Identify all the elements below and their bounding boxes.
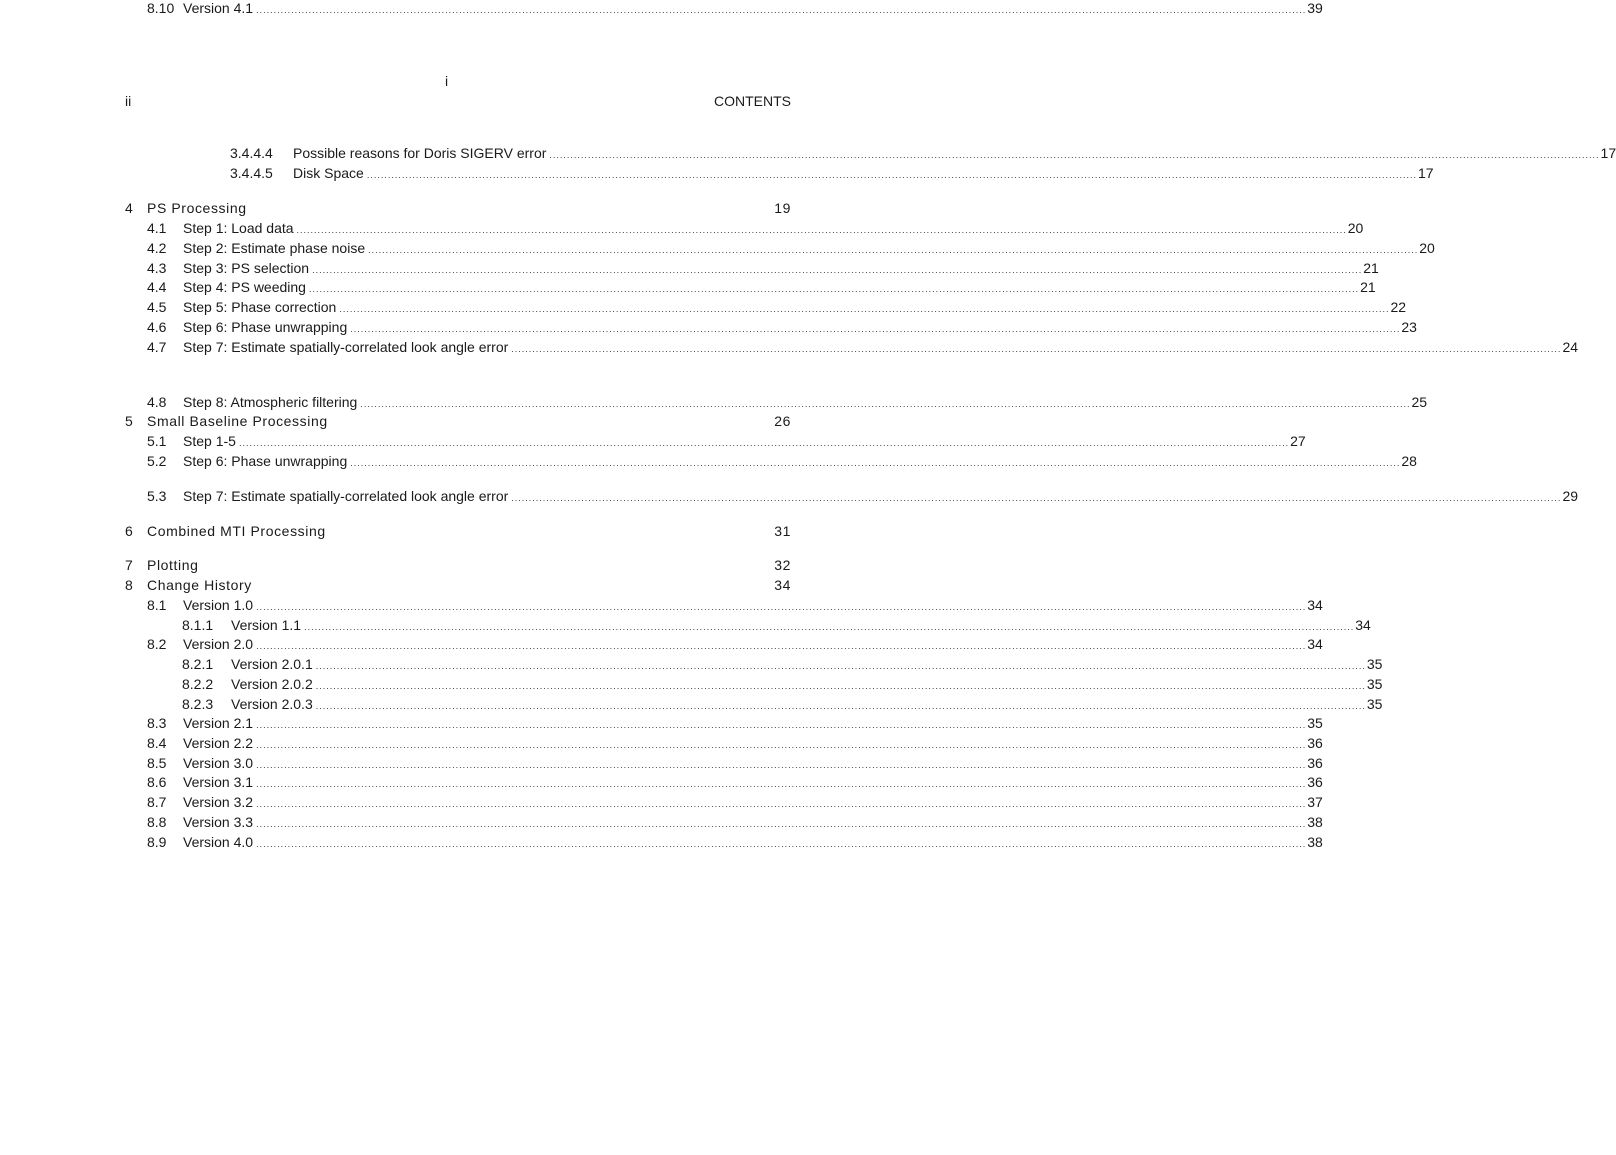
toc-entry[interactable] xyxy=(125,453,1417,473)
toc-entry-number: 8 xyxy=(125,577,134,593)
page-number-top: i xyxy=(444,73,449,89)
toc-leader-dots: ............................................................................................................................................................................................................................................................................................................ xyxy=(256,5,1307,15)
toc-entry-page: 35 xyxy=(1307,715,1323,731)
toc-entry-title: Step 2: Estimate phase noise xyxy=(183,240,366,256)
toc-entry-page: 17 xyxy=(1417,165,1434,181)
toc-entry-number: 8.6 xyxy=(147,774,167,790)
toc-entry-title: Version 3.2 xyxy=(183,794,254,810)
toc-entry-page: 34 xyxy=(774,577,791,593)
toc-entry[interactable] xyxy=(125,394,1428,414)
toc-entry-page: 19 xyxy=(774,200,791,216)
toc-entry-number: 8.1 xyxy=(147,597,167,613)
toc-entry-page: 38 xyxy=(1307,834,1323,850)
toc-entry-number: 8.2 xyxy=(147,636,167,652)
toc-leader-dots: ............................................................................................................................................................................................................................................................................................................ xyxy=(256,641,1307,651)
toc-entry[interactable] xyxy=(125,656,1383,676)
toc-leader-dots: ............................................................................................................................................................................................................................................................................................................ xyxy=(296,225,1347,235)
toc-entry-page: 35 xyxy=(1366,676,1383,692)
toc-entry-page: 35 xyxy=(1366,656,1383,672)
toc-entry-title: Step 8: Atmospheric filtering xyxy=(183,394,358,410)
toc-entry-number: 8.2.3 xyxy=(182,696,214,712)
toc-entry-number: 4.6 xyxy=(147,319,167,335)
toc-entry-title: Version 4.0 xyxy=(183,834,254,850)
toc-entry[interactable] xyxy=(125,676,1383,696)
toc-entry-title: Step 5: Phase correction xyxy=(183,299,337,315)
toc-entry-title: Disk Space xyxy=(293,165,364,181)
toc-entry-number: 3.4.4.5 xyxy=(230,165,273,181)
toc-entry[interactable] xyxy=(125,220,1364,240)
toc-entry-title: Step 7: Estimate spatially-correlated look angle error xyxy=(183,488,509,504)
toc-chapter-entry[interactable] xyxy=(125,557,791,577)
toc-leader-dots: ............................................................................................................................................................................................................................................................................................................ xyxy=(360,399,1411,409)
toc-entry-page: 37 xyxy=(1307,794,1323,810)
toc-entry-title: Step 1: Load data xyxy=(183,220,294,236)
toc-entry-number: 8.2.2 xyxy=(182,676,214,692)
toc-entry[interactable] xyxy=(125,165,1434,185)
toc-entry-page: 25 xyxy=(1411,394,1428,410)
toc-entry-number: 4.5 xyxy=(147,299,167,315)
toc-entry-page: 23 xyxy=(1401,319,1417,335)
running-header-page-number: ii xyxy=(125,93,132,109)
toc-leader-dots: ............................................................................................................................................................................................................................................................................................................ xyxy=(511,493,1562,503)
toc-entry-number: 4.3 xyxy=(147,260,167,276)
toc-entry-page: 20 xyxy=(1347,220,1364,236)
toc-leader-dots: ............................................................................................................................................................................................................................................................................................................ xyxy=(368,245,1419,255)
toc-entry[interactable] xyxy=(125,715,1323,735)
toc-entry-number: 7 xyxy=(125,557,134,573)
toc-entry[interactable] xyxy=(125,696,1383,716)
toc-entry-number: 4.2 xyxy=(147,240,167,256)
toc-entry-page: 36 xyxy=(1307,755,1323,771)
toc-entry-number: 8.1.1 xyxy=(182,617,214,633)
toc-entry-number: 8.9 xyxy=(147,834,167,850)
toc-entry-page: 24 xyxy=(1562,339,1579,355)
toc-leader-dots: ............................................................................................................................................................................................................................................................................................................ xyxy=(549,150,1600,160)
toc-leader-dots: ............................................................................................................................................................................................................................................................................................................ xyxy=(256,760,1307,770)
toc-entry[interactable] xyxy=(125,279,1376,299)
toc-entry[interactable] xyxy=(125,814,1323,834)
toc-entry-title: Step 4: PS weeding xyxy=(183,279,306,295)
toc-entry-title: Small Baseline Processing xyxy=(147,413,328,429)
toc-entry[interactable] xyxy=(125,433,1306,453)
toc-entry-page: 36 xyxy=(1307,774,1323,790)
toc-leader-dots: ............................................................................................................................................................................................................................................................................................................ xyxy=(256,819,1307,829)
toc-entry-title: Possible reasons for Doris SIGERV error xyxy=(293,145,547,161)
toc-entry-title: Step 1-5 xyxy=(183,433,236,449)
toc-leader-dots: ............................................................................................................................................................................................................................................................................................................ xyxy=(256,720,1307,730)
toc-chapter-entry[interactable] xyxy=(125,200,791,220)
toc-entry[interactable] xyxy=(125,735,1323,755)
toc-entry-number: 5.1 xyxy=(147,433,167,449)
toc-entry[interactable] xyxy=(125,488,1579,508)
toc-entry-number: 6 xyxy=(125,523,134,539)
toc-leader-dots: ............................................................................................................................................................................................................................................................................................................ xyxy=(339,304,1390,314)
toc-entry[interactable] xyxy=(125,0,1323,20)
toc-entry-page: 39 xyxy=(1307,0,1323,16)
toc-entry-title: Version 1.0 xyxy=(183,597,254,613)
toc-leader-dots: ............................................................................................................................................................................................................................................................................................................ xyxy=(256,779,1307,789)
toc-entry-title: PS Processing xyxy=(147,200,247,216)
toc-entry-title: Step 6: Phase unwrapping xyxy=(183,319,348,335)
toc-entry-title: Version 3.3 xyxy=(183,814,254,830)
toc-entry[interactable] xyxy=(125,319,1417,339)
toc-entry-title: Plotting xyxy=(147,557,199,573)
toc-entry-number: 8.10 xyxy=(147,0,175,16)
toc-entry[interactable] xyxy=(125,240,1435,260)
toc-leader-dots: ............................................................................................................................................................................................................................................................................................................ xyxy=(350,458,1401,468)
toc-entry[interactable] xyxy=(125,636,1323,656)
toc-entry-page: 34 xyxy=(1355,617,1371,633)
toc-entry[interactable] xyxy=(125,774,1323,794)
toc-entry-title: Version 4.1 xyxy=(183,0,254,16)
toc-entry[interactable] xyxy=(125,617,1371,637)
toc-entry-number: 8.8 xyxy=(147,814,167,830)
toc-leader-dots: ............................................................................................................................................................................................................................................................................................................ xyxy=(256,799,1307,809)
toc-entry-title: Step 7: Estimate spatially-correlated look angle error xyxy=(183,339,509,355)
toc-leader-dots: ............................................................................................................................................................................................................................................................................................................ xyxy=(304,622,1355,632)
toc-entry-number: 4 xyxy=(125,200,134,216)
toc-entry-number: 8.7 xyxy=(147,794,167,810)
toc-entry-page: 34 xyxy=(1307,597,1323,613)
toc-leader-dots: ............................................................................................................................................................................................................................................................................................................ xyxy=(256,740,1307,750)
toc-entry-number: 4.1 xyxy=(147,220,167,236)
toc-entry-number: 8.2.1 xyxy=(182,656,214,672)
toc-entry-number: 5.2 xyxy=(147,453,167,469)
toc-entry[interactable] xyxy=(125,339,1579,359)
toc-entry-number: 5.3 xyxy=(147,488,167,504)
toc-entry-number: 4.4 xyxy=(147,279,167,295)
toc-leader-dots: ............................................................................................................................................................................................................................................................................................................ xyxy=(511,344,1562,354)
toc-entry-title: Version 1.1 xyxy=(231,617,302,633)
toc-entry-page: 29 xyxy=(1562,488,1579,504)
toc-entry-page: 26 xyxy=(774,413,791,429)
toc-entry-page: 21 xyxy=(1363,260,1379,276)
toc-entry-title: Combined MTI Processing xyxy=(147,523,326,539)
toc-entry-page: 32 xyxy=(774,557,791,573)
toc-entry-page: 38 xyxy=(1307,814,1323,830)
toc-chapter-entry[interactable] xyxy=(125,523,791,543)
toc-entry-number: 8.3 xyxy=(147,715,167,731)
toc-entry-number: 3.4.4.4 xyxy=(230,145,273,161)
toc-entry-page: 28 xyxy=(1401,453,1417,469)
toc-entry[interactable] xyxy=(125,145,1616,165)
toc-entry-title: Version 2.1 xyxy=(183,715,254,731)
toc-entry[interactable] xyxy=(125,597,1323,617)
toc-entry-title: Version 2.2 xyxy=(183,735,254,751)
toc-entry-title: Version 2.0.2 xyxy=(231,676,313,692)
toc-chapter-entry[interactable] xyxy=(125,577,791,597)
toc-entry-page: 20 xyxy=(1419,240,1435,256)
toc-entry-title: Version 2.0.3 xyxy=(231,696,313,712)
toc-entry-page: 31 xyxy=(774,523,791,539)
toc-entry-number: 5 xyxy=(125,413,134,429)
toc-entry-title: Step 3: PS selection xyxy=(183,260,310,276)
toc-entry-title: Version 2.0 xyxy=(183,636,254,652)
toc-leader-dots: ............................................................................................................................................................................................................................................................................................................ xyxy=(238,438,1290,448)
toc-entry[interactable] xyxy=(125,299,1407,319)
toc-leader-dots: ............................................................................................................................................................................................................................................................................................................ xyxy=(256,602,1307,612)
toc-entry-page: 27 xyxy=(1290,433,1306,449)
toc-entry-title: Version 3.0 xyxy=(183,755,254,771)
toc-entry[interactable] xyxy=(125,260,1379,280)
toc-entry[interactable] xyxy=(125,755,1323,775)
toc-entry-number: 8.4 xyxy=(147,735,167,751)
toc-entry-title: Version 2.0.1 xyxy=(231,656,313,672)
toc-leader-dots: ............................................................................................................................................................................................................................................................................................................ xyxy=(256,839,1307,849)
toc-leader-dots: ............................................................................................................................................................................................................................................................................................................ xyxy=(350,324,1401,334)
toc-leader-dots: ............................................................................................................................................................................................................................................................................................................ xyxy=(315,701,1366,711)
toc-entry-title: Version 3.1 xyxy=(183,774,254,790)
toc-entry-page: 21 xyxy=(1360,279,1376,295)
toc-leader-dots: ............................................................................................................................................................................................................................................................................................................ xyxy=(366,170,1417,180)
toc-entry-page: 36 xyxy=(1307,735,1323,751)
toc-entry[interactable] xyxy=(125,834,1323,854)
toc-leader-dots: ............................................................................................................................................................................................................................................................................................................ xyxy=(315,681,1366,691)
toc-leader-dots: ............................................................................................................................................................................................................................................................................................................ xyxy=(315,661,1366,671)
toc-entry-number: 8.5 xyxy=(147,755,167,771)
toc-entry-number: 4.8 xyxy=(147,394,167,410)
toc-chapter-entry[interactable] xyxy=(125,413,791,433)
toc-entry-page: 17 xyxy=(1600,145,1616,161)
toc-entry-page: 35 xyxy=(1366,696,1383,712)
toc-entry[interactable] xyxy=(125,794,1323,814)
toc-leader-dots: ............................................................................................................................................................................................................................................................................................................ xyxy=(312,265,1363,275)
running-header-title: CONTENTS xyxy=(714,93,791,109)
toc-leader-dots: ............................................................................................................................................................................................................................................................................................................ xyxy=(308,284,1360,294)
running-header xyxy=(125,93,791,109)
toc-entry-page: 34 xyxy=(1307,636,1323,652)
toc-entry-title: Change History xyxy=(147,577,252,593)
toc-entry-page: 22 xyxy=(1390,299,1407,315)
toc-entry-number: 4.7 xyxy=(147,339,167,355)
toc-entry-title: Step 6: Phase unwrapping xyxy=(183,453,348,469)
